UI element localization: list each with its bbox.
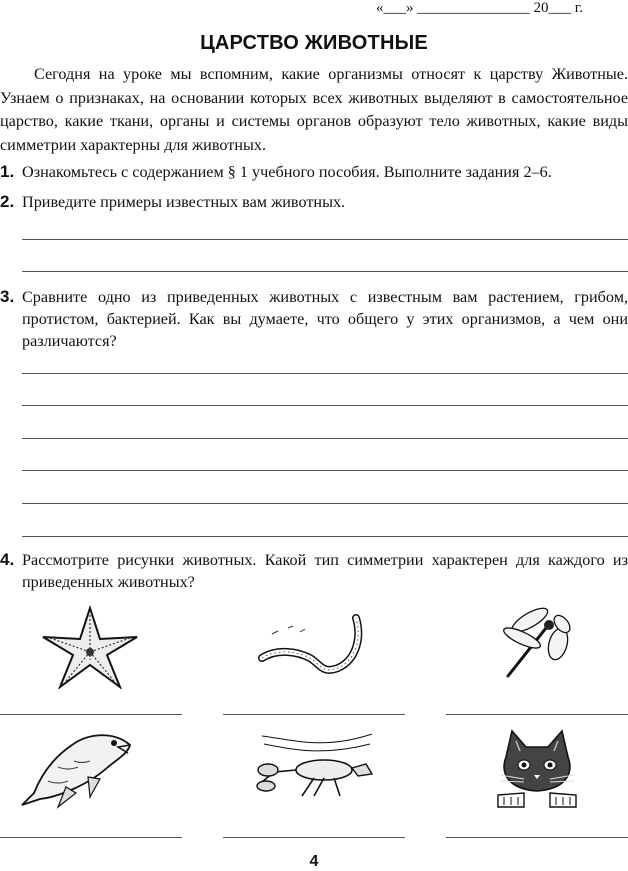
answer-line[interactable] [22, 373, 628, 374]
date-line: «___» _______________ 20___ г. [376, 0, 583, 16]
answer-line[interactable] [22, 536, 628, 537]
answer-line[interactable] [223, 714, 405, 715]
answer-line[interactable] [446, 714, 628, 715]
answer-line[interactable] [22, 470, 628, 471]
answer-line[interactable] [22, 271, 628, 272]
answer-line[interactable] [22, 438, 628, 439]
answer-line[interactable] [22, 405, 628, 406]
crayfish-icon [254, 730, 376, 802]
question-2 [0, 191, 628, 213]
question-number: 4. [0, 550, 15, 569]
question-4 [0, 549, 628, 593]
question-text: Рассмотрите рисунки животных. Какой тип симметрии характерен для каждого из приведенных животных? [22, 551, 628, 591]
question-3 [0, 286, 628, 352]
answer-line[interactable] [223, 837, 405, 838]
question-1 [0, 161, 628, 183]
question-text: Ознакомьтесь с содержанием § 1 учебного пособия. Выполните задания 2–6. [22, 163, 552, 181]
earthworm-icon [258, 612, 370, 678]
answer-line[interactable] [22, 239, 628, 240]
dragonfly-icon [496, 606, 572, 680]
intro-paragraph: Сегодня на уроке мы вспомним, какие организмы относят к царству Животные. Узнаем о признаках, на основании которых всех животных выделяют в самостоятельное царство, какие ткани, органы и системы органов образуют тело животных, какие виды симметрии характерны для животных. [0, 65, 628, 154]
answer-line[interactable] [0, 837, 182, 838]
starfish-icon [40, 605, 140, 689]
question-text: Сравните одно из приведенных животных с известным вам растением, грибом, протистом, бактерией. Как вы думаете, что общего у этих организмов, а чем они различаются? [22, 288, 628, 350]
answer-line[interactable] [0, 714, 182, 715]
answer-line[interactable] [22, 503, 628, 504]
page-number: 4 [309, 853, 319, 870]
question-number: 3. [0, 287, 15, 306]
answer-line[interactable] [446, 837, 628, 838]
question-text: Приведите примеры известных вам животных. [22, 193, 346, 211]
question-number: 2. [0, 192, 15, 211]
kitten-icon [494, 727, 580, 809]
question-number: 1. [0, 162, 15, 181]
page-title: ЦАРСТВО ЖИВОТНЫЕ [200, 32, 428, 54]
pike-icon [18, 727, 136, 809]
